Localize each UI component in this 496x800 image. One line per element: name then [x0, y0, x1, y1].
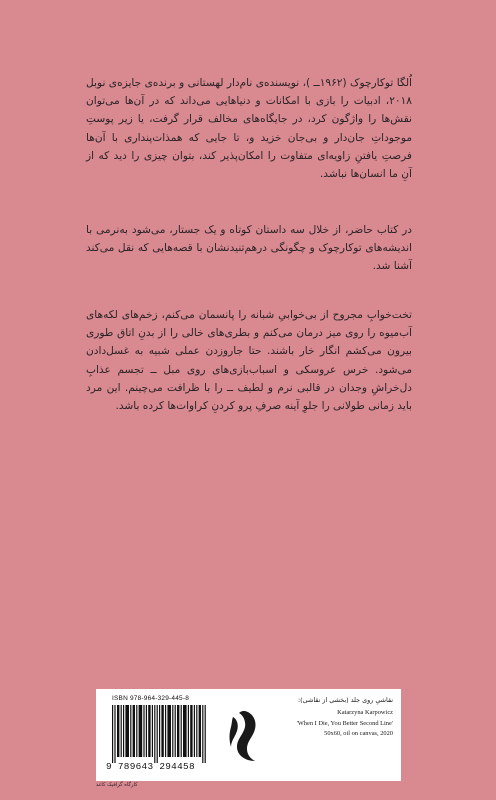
barcode — [102, 695, 214, 775]
isbn-label: ISBN 978-964-329-445-8 — [112, 695, 190, 702]
blurb-paragraph-excerpt — [86, 306, 412, 415]
paragraph-text: تخت‌خوابِ مجروح از بی‌خوابیِ شبانه را پانسمان می‌کنم، زخم‌های لکه‌های آب‌میوه را روی میز درمان می‌کنم و بطری‌های خالی را از بدنِ اتاق طوری بیرون می‌کشم انگار خار باشند. حتا جاروزدن عملی شبیه به غسل‌دادن می‌شود. خرس عروسکی و اسباب‌بازی‌های روی مبل ــ تجسم عذابِ دل‌خراشِ وجدان در قالبی نرم و لطیف ــ را با ظرافت می‌چینم. این مرد باید زمانی طولانی را جلوِ آینه صرفِ پرو کردنِ کراوات‌ها کرده باشد. — [86, 309, 412, 413]
artwork-title: 'When I Die, You Better Second Line' — [296, 719, 393, 727]
barcode-bars — [106, 705, 212, 763]
blurb-paragraph-author — [86, 74, 412, 183]
paragraph-text: در کتاب حاضر، از خلال سه داستان کوتاه و یک جستار، می‌شود به‌نرمی با اندیشه‌های توکارچوک و چگونگی درهم‌تنیدنشان با قصه‌هایی که نقل می‌کند آشنا شد. — [86, 224, 412, 273]
printer-credit: کارگاه گرافیک کاغذ — [96, 782, 138, 788]
blurb-paragraph-book — [86, 221, 412, 276]
cover-art-credit — [289, 695, 393, 740]
barcode-number: 9 789643 294458 — [106, 761, 195, 772]
artwork-details: 50x60, oil on canvas, 2020 — [324, 730, 393, 738]
artist-name: Katarzyna Karpowicz — [337, 708, 393, 716]
publisher-logo-icon — [225, 707, 261, 763]
paragraph-text: اُلگا توکارچوک (۱۹۶۲ــ )، نویسنده‌ی نام‌دار لهستانی و برنده‌ی جایزه‌ی نوبل ۲۰۱۸، ادبیات را بازی با امکانات و دنیاهایی می‌داند که در آن‌ها می‌توان نقش‌ها را واژگون کرد، در جایگاه‌های مخالف قرار گرفت، یا زیر پوستِ موجوداتِ جان‌دار و بی‌جان خزید و، تا جایی که همذات‌پنداری با آن‌ها فرصتِ یافتنِ زاویه‌ای متفاوت را امکان‌پذیر کند، بتوان چیزی را دید که از آنِ ما انسان‌ها نباشد. — [86, 77, 412, 181]
credit-title: نقاشیِ روی جلد (بخشی از نقاشی): — [298, 696, 393, 704]
info-box — [96, 689, 401, 781]
